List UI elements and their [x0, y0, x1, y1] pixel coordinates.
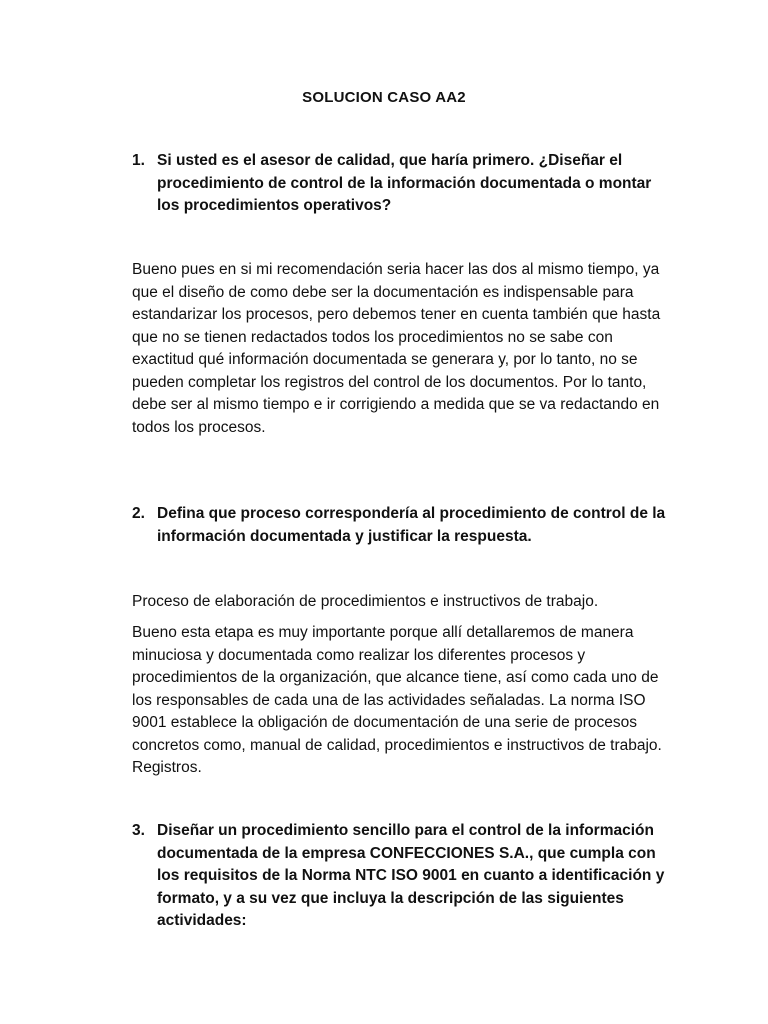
question-3-text: Diseñar un procedimiento sencillo para el control de la información documentada de la empresa CONFECCIONES S.A., que cumpla con los requisitos de la Norma NTC ISO 9001 en cuanto a identificación y formato, y a su vez que incluya la descripción de las siguientes actividades: — [157, 822, 665, 929]
question-3-number: 3. — [132, 822, 145, 839]
question-1-text: Si usted es el asesor de calidad, que haría primero. ¿Diseñar el procedimiento de control de la información documentada o montar los procedimientos operativos? — [157, 152, 652, 214]
answer-1-paragraph: Bueno pues en si mi recomendación seria hacer las dos al mismo tiempo, ya que el diseño de como debe ser la documentación es indispensable para estandarizar los procesos, pero debemos tener en cuenta también que hasta que no se tienen redactados todos los procedimientos no se sabe con exactitud qué información documentada se generara y, por lo tanto, no se pueden completar los registros del control de los documentos. Por lo tanto, debe ser al mismo tiempo e ir corrigiendo a medida que se va redactando en todos los procesos. — [132, 261, 661, 436]
question-1-number: 1. — [132, 152, 145, 169]
question-1 — [132, 150, 672, 218]
question-2 — [132, 503, 672, 548]
question-2-number: 2. — [132, 505, 145, 522]
answer-2-heading-paragraph: Proceso de elaboración de procedimientos e instructivos de trabajo. — [132, 593, 599, 610]
document-title: SOLUCION CASO AA2 — [302, 89, 466, 106]
question-2-text: Defina que proceso correspondería al procedimiento de control de la información documentada y justificar la respuesta. — [157, 505, 666, 545]
answer-2-paragraph: Bueno esta etapa es muy importante porque allí detallaremos de manera minuciosa y documentada como realizar los diferentes procesos y procedimientos de la organización, que alcance tiene, así como cada uno de los responsables de cada una de las actividades señaladas. La norma ISO 9001 establece la obligación de documentación de una serie de procesos concretos como, manual de calidad, procedimientos e instructivos de trabajo. Registros. — [132, 624, 662, 776]
question-3 — [132, 820, 672, 933]
